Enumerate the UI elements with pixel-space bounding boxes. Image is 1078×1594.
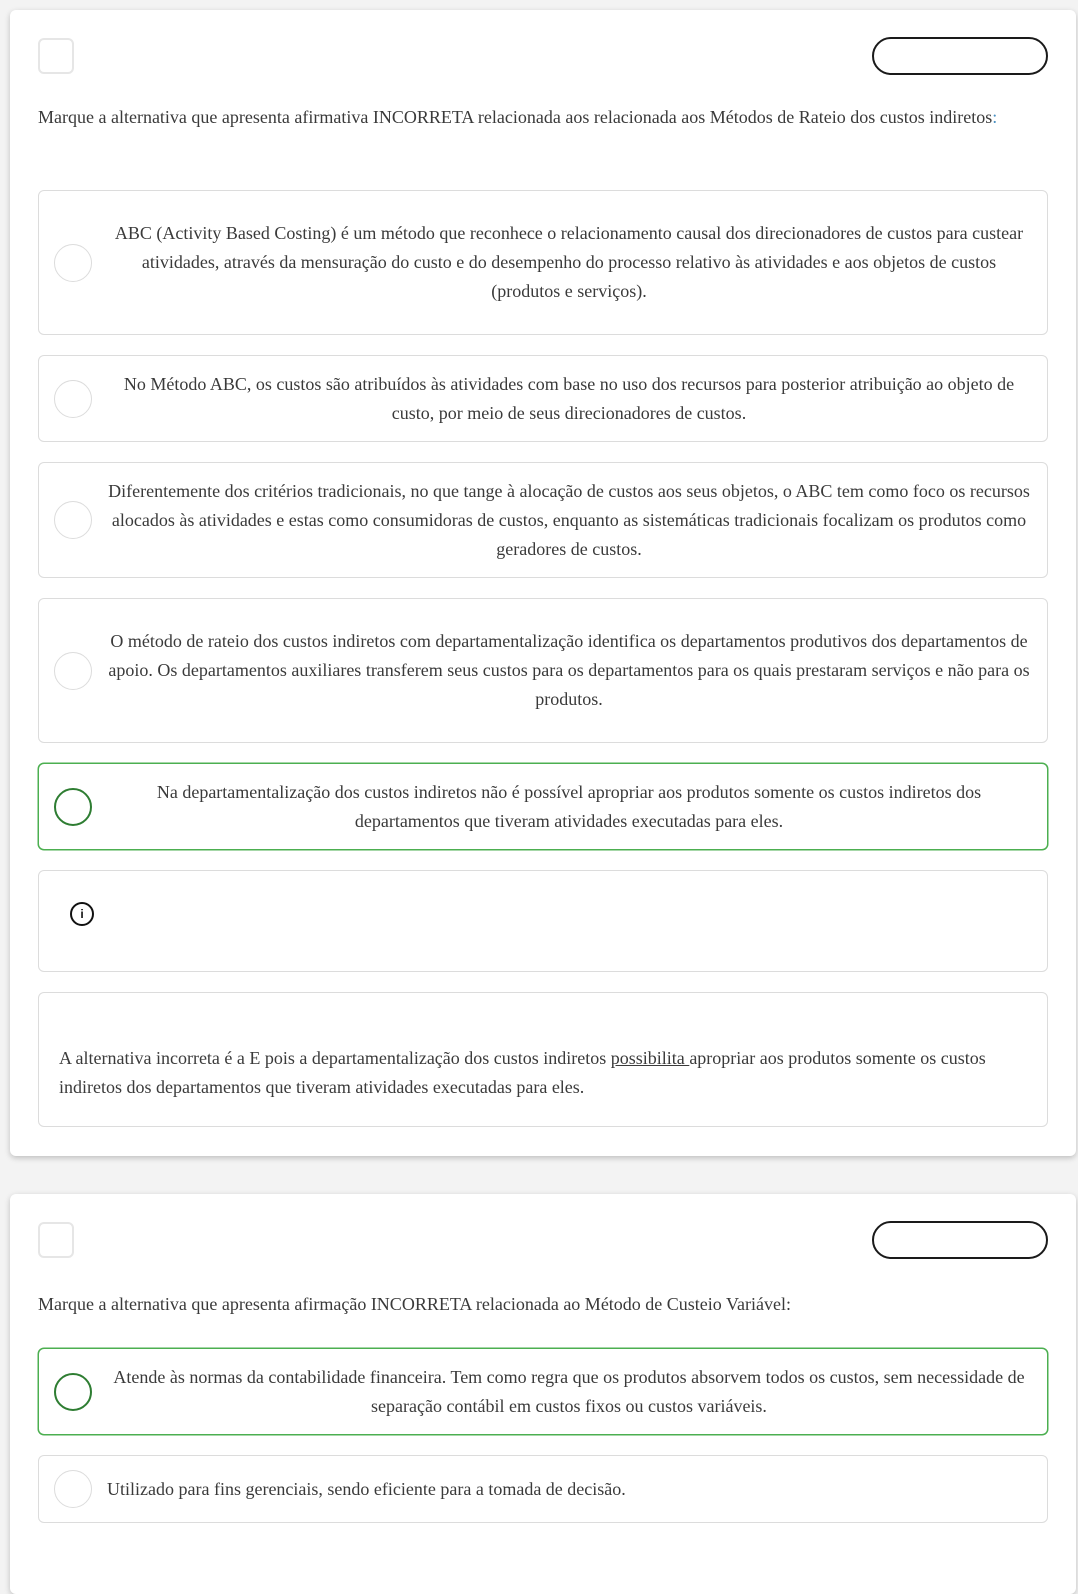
radio-button[interactable]	[54, 1373, 92, 1411]
radio-button[interactable]	[54, 501, 92, 539]
question-prompt: Marque a alternativa que apresenta afirmação INCORRETA relacionada ao Método de Custeio Variável:	[38, 1294, 791, 1314]
question-number-badge	[38, 38, 74, 74]
option-text: Diferentemente dos critérios tradicionais, no que tange à alocação de custos aos seus objetos, o ABC tem como foco os recursos alocados às atividades e estas como consumidoras de custos, enquanto as sistemáticas tradicionais focalizam os produtos como geradores de custos.	[108, 480, 1030, 559]
question-card-2	[10, 1194, 1076, 1594]
option-d[interactable]	[38, 598, 1048, 743]
option-b[interactable]	[38, 355, 1048, 442]
radio-button[interactable]	[54, 788, 92, 826]
radio-button[interactable]	[54, 652, 92, 690]
option-a[interactable]	[38, 190, 1048, 335]
option-text: Atende às normas da contabilidade financeira. Tem como regra que os produtos absorvem todos os custos, sem necessidade de separação contábil em custos fixos ou custos variáveis.	[113, 1366, 1025, 1416]
option-text: No Método ABC, os custos são atribuídos às atividades com base no uso dos recursos para posterior atribuição ao objeto de custo, por meio de seus direcionadores de custos.	[123, 373, 1015, 423]
option-c[interactable]	[38, 462, 1048, 578]
explanation-text: A alternativa incorreta é a E pois a departamentalização dos custos indiretos possibilita apropriar aos produtos somente os custos indiretos dos departamentos que tiveram atividades executadas para eles.	[59, 1048, 986, 1097]
question-status-pill[interactable]	[872, 37, 1048, 75]
option-text: O método de rateio dos custos indiretos com departamentalização identifica os departamentos produtivos dos departamentos de apoio. Os departamentos auxiliares transferem seus custos para os departamentos para os quais prestaram serviços e não para os produtos.	[108, 631, 1030, 709]
question-number-badge	[38, 1222, 74, 1258]
radio-button[interactable]	[54, 380, 92, 418]
option-e[interactable]	[38, 763, 1048, 850]
option-b[interactable]	[38, 1455, 1048, 1523]
question-prompt: Marque a alternativa que apresenta afirmativa INCORRETA relacionada aos relacionada aos Métodos de Rateio dos custos indiretos:	[38, 107, 998, 127]
radio-button[interactable]	[54, 244, 92, 282]
question-card-1	[10, 10, 1076, 1156]
explanation-box	[38, 992, 1048, 1127]
question-status-pill[interactable]	[872, 1221, 1048, 1259]
option-text: ABC (Activity Based Costing) é um método que reconhece o relacionamento causal dos direcionadores de custos para custear atividades, através da mensuração do custo e do desempenho do processo relativo às atividades e aos objetos de custos (produtos e serviços).	[114, 223, 1024, 301]
info-icon: i	[70, 902, 94, 926]
feedback-box	[38, 870, 1048, 972]
option-text: Na departamentalização dos custos indiretos não é possível apropriar aos produtos somente os custos indiretos dos departamentos que tiveram atividades executadas para eles.	[156, 781, 982, 831]
explanation-underlined: possibilita	[610, 1048, 690, 1068]
option-text: Utilizado para fins gerenciais, sendo eficiente para a tomada de decisão.	[107, 1478, 626, 1499]
radio-button[interactable]	[54, 1470, 92, 1508]
option-a[interactable]	[38, 1348, 1048, 1435]
